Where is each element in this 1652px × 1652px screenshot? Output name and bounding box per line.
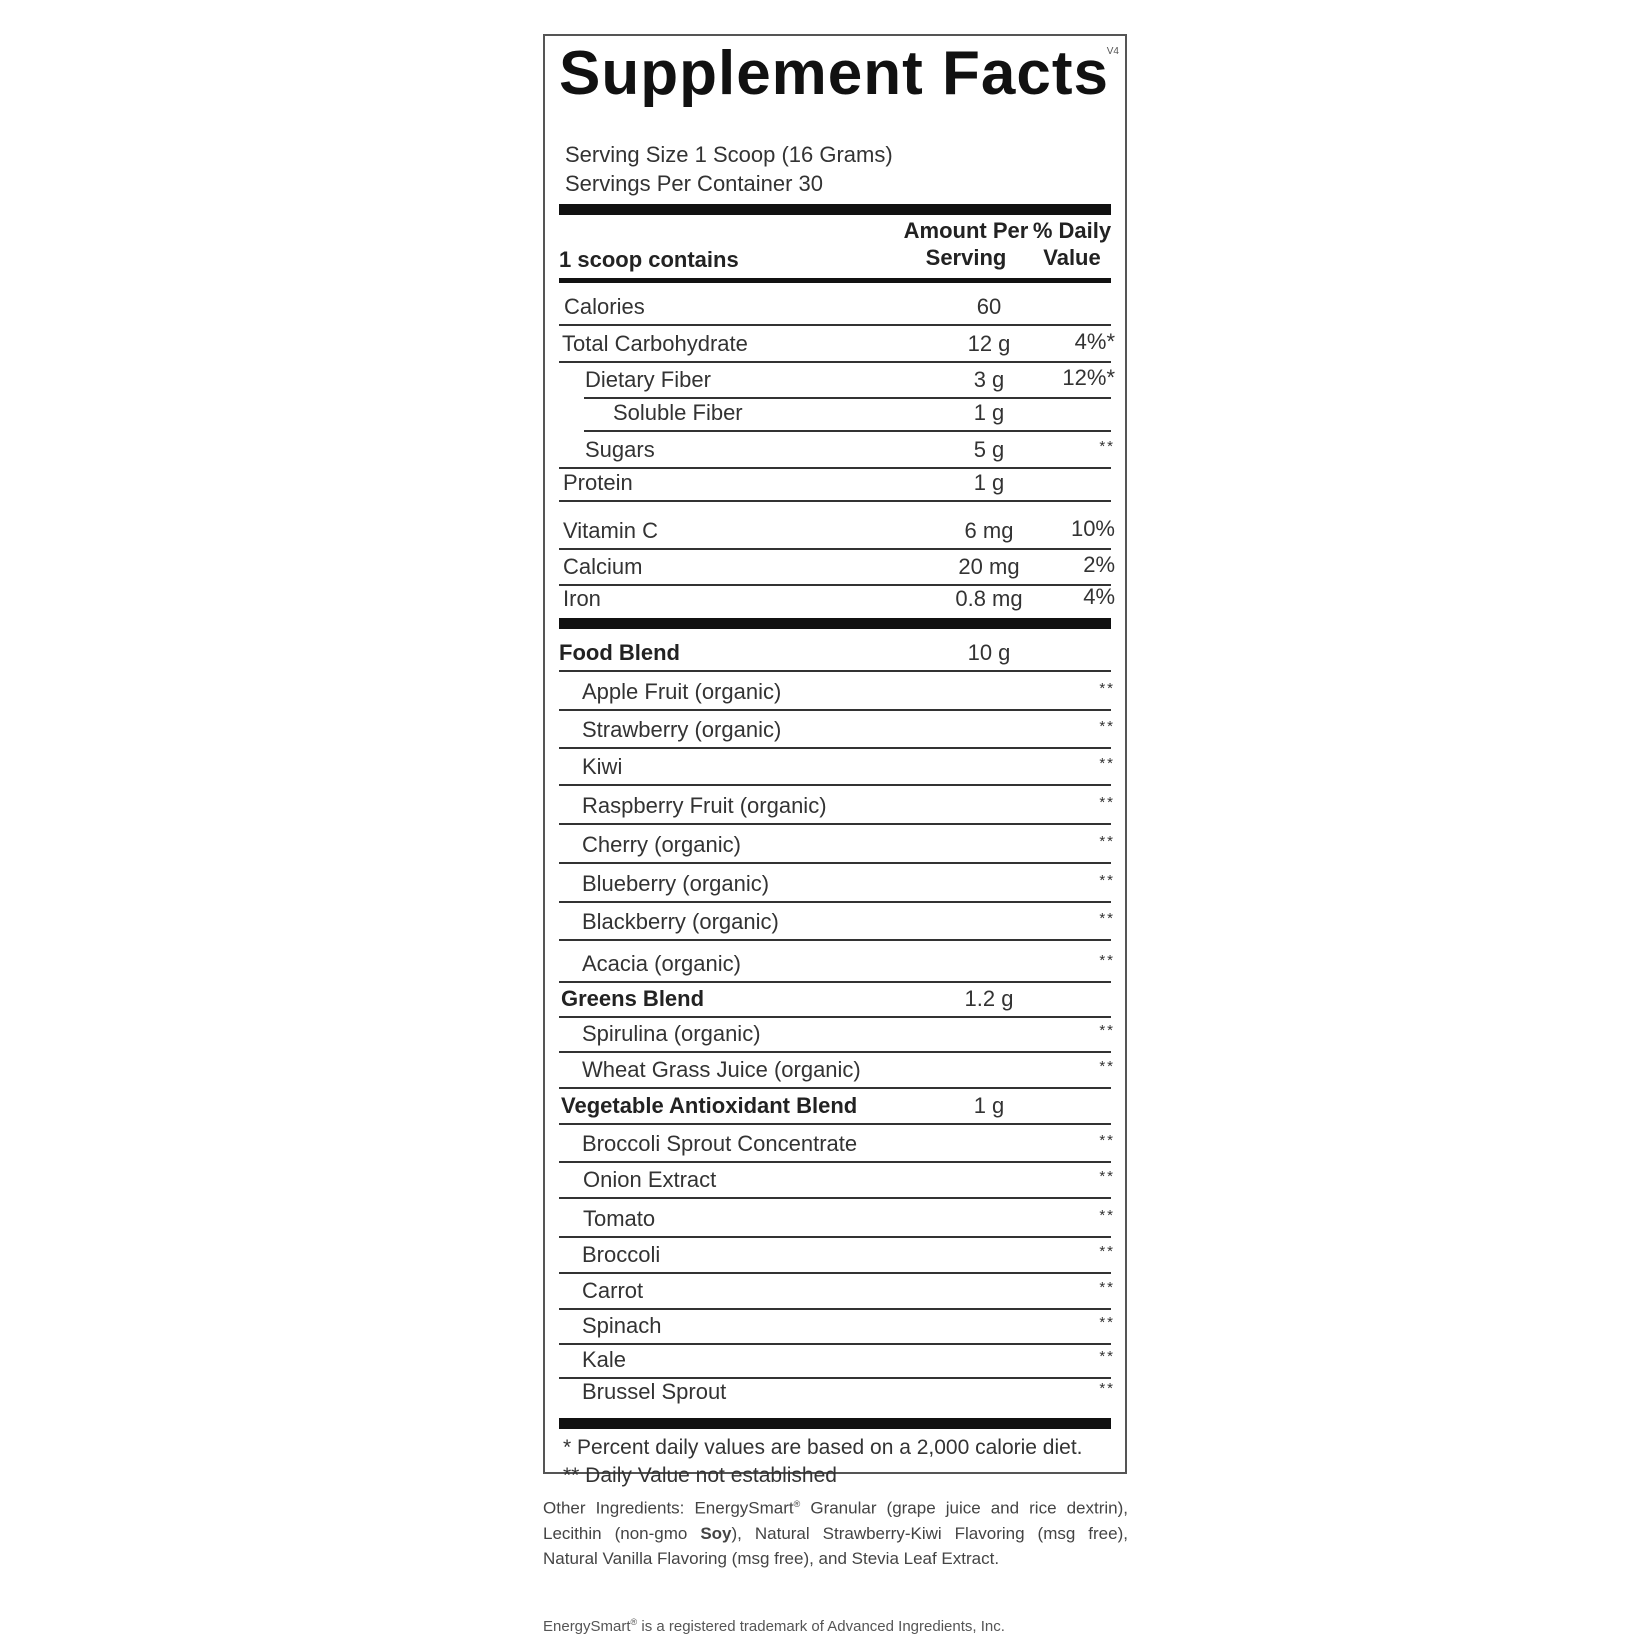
nutrient-name: Blackberry (organic) [582,909,779,934]
table-row-ingredient-27 [559,1310,1115,1345]
nutrient-name: Dietary Fiber [585,367,711,392]
nutrient-daily-value: ** [1099,1168,1115,1185]
nutrient-amount: 10 g [967,640,1011,665]
nutrient-amount: 1 g [973,400,1005,425]
nutrient-name: Kiwi [582,754,623,779]
trademark-notice: EnergySmart® is a registered trademark of Advanced Ingredients, Inc. [543,1617,1005,1635]
nutrient-name: Total Carbohydrate [562,331,748,356]
nutrient-name: Strawberry (organic) [582,717,782,742]
nutrient-name: Onion Extract [583,1167,717,1192]
table-row-ingredient-22 [559,1125,1115,1163]
table-row-dietary-fiber [559,363,1115,399]
table-row-ingredient-10 [559,672,1115,711]
nutrient-daily-value: 10% [1070,516,1115,541]
column-header-contains: 1 scoop contains [559,247,739,272]
table-row-ingredient-17 [559,941,1115,983]
nutrient-daily-value: ** [1099,755,1115,772]
registered-mark: ® [630,1617,638,1627]
column-header-daily-value: % Daily Value [1032,218,1112,270]
nutrient-name: Broccoli [582,1242,661,1267]
thick-divider [559,204,1111,215]
nutrient-daily-value: ** [1099,794,1115,811]
nutrient-daily-value: ** [1099,1132,1115,1149]
nutrient-amount: 20 mg [958,554,1020,579]
nutrient-daily-value: ** [1099,910,1115,927]
table-row-iron [559,584,1115,618]
nutrient-name: Food Blend [559,640,680,665]
table-row-ingredient-13 [559,786,1115,825]
table-row-ingredient-28 [559,1345,1115,1379]
column-header-amount: Amount Per Serving [903,218,1029,270]
nutrient-name: Apple Fruit (organic) [582,679,782,704]
nutrient-name: Blueberry (organic) [582,871,770,896]
table-row-soluble-fiber [559,399,1111,432]
table-row-ingredient-29 [559,1379,1115,1411]
footnote-daily-values: * Percent daily values are based on a 2,000 calorie diet. [563,1436,1083,1459]
nutrient-name: Calories [564,294,645,319]
allergen-soy: Soy [700,1523,732,1543]
serving-size: Serving Size 1 Scoop (16 Grams) [565,142,893,167]
nutrient-daily-value: ** [1099,438,1115,455]
nutrient-amount: 1.2 g [964,986,1014,1011]
nutrient-name: Protein [563,470,633,495]
table-row-calories [559,283,1111,326]
table-row-sugars [559,432,1115,469]
nutrient-daily-value: ** [1099,872,1115,889]
panel-title: Supplement Facts [559,39,1109,108]
table-row-ingredient-14 [559,825,1115,864]
nutrient-daily-value: ** [1099,1279,1115,1296]
table-row-ingredient-24 [559,1199,1115,1238]
table-row-ingredient-26 [559,1274,1115,1310]
nutrient-daily-value: ** [1099,952,1115,969]
nutrient-name: Vegetable Antioxidant Blend [561,1093,858,1118]
table-row-ingredient-25 [559,1238,1115,1274]
nutrient-name: Kale [582,1347,627,1372]
nutrient-name: Tomato [583,1206,656,1231]
nutrient-amount: 3 g [973,367,1005,392]
nutrient-daily-value: ** [1099,1058,1115,1075]
supplement-facts-panel [543,34,1127,1487]
registered-mark: ® [793,1499,801,1509]
nutrient-name: Acacia (organic) [582,951,741,976]
thick-divider [559,618,1111,629]
nutrient-daily-value: ** [1099,718,1115,735]
nutrient-daily-value: ** [1099,833,1115,850]
nutrient-amount: 60 [976,294,1002,319]
servings-per-container: Servings Per Container 30 [565,171,824,196]
table-row-ingredient-15 [559,864,1115,903]
nutrient-name: Greens Blend [561,986,705,1011]
nutrient-daily-value: ** [1099,1243,1115,1260]
nutrient-daily-value: ** [1099,1207,1115,1224]
table-row-ingredient-20 [559,1053,1115,1089]
nutrient-daily-value: 2% [1083,552,1115,577]
nutrient-name: Soluble Fiber [613,400,743,425]
table-row-total-carbohydrate [559,326,1115,363]
nutrient-daily-value: ** [1099,1348,1115,1365]
table-row-ingredient-23 [559,1163,1115,1199]
table-row-vitamin-c [559,502,1115,550]
nutrient-daily-value: ** [1099,1314,1115,1331]
nutrient-name: Brussel Sprout [582,1379,727,1404]
nutrient-amount: 6 mg [964,518,1014,543]
nutrient-daily-value: ** [1099,1022,1115,1039]
nutrient-amount: 5 g [973,437,1005,462]
nutrient-name: Sugars [585,437,655,462]
table-row-greens-blend [559,983,1111,1018]
nutrient-name: Broccoli Sprout Concentrate [582,1131,858,1156]
nutrient-daily-value: 4%* [1074,329,1115,354]
nutrient-name: Wheat Grass Juice (organic) [582,1057,861,1082]
table-row-protein [559,469,1111,502]
nutrient-name: Calcium [563,554,643,579]
table-row-ingredient-19 [559,1018,1115,1053]
nutrient-name: Vitamin C [563,518,658,543]
table-row-ingredient-11 [559,711,1115,749]
nutrient-name: Spirulina (organic) [582,1021,761,1046]
nutrient-name: Raspberry Fruit (organic) [582,793,827,818]
thick-divider [559,1418,1111,1429]
version-code: V4 [1106,46,1119,57]
other-ingredients: Other Ingredients: EnergySmart® Granular (grape juice and rice dextrin), Lecithin (non-gmo Soy), Natural Strawberry-Kiwi Flavoring (msg free), Natural Vanilla Flavoring (msg free), and Stevia Leaf Extract. [543,1498,1128,1568]
nutrient-amount: 1 g [973,1093,1005,1118]
nutrient-amount: 1 g [973,470,1005,495]
footnote-not-established: ** Daily Value not established [563,1464,837,1487]
nutrient-daily-value: 12%* [1062,365,1115,390]
nutrient-name: Cherry (organic) [582,832,741,857]
nutrient-daily-value: ** [1099,1380,1115,1397]
nutrient-daily-value: 4% [1083,584,1115,609]
table-row-calcium [559,550,1115,586]
nutrient-name: Iron [563,586,601,611]
nutrient-name: Carrot [582,1278,644,1303]
table-row-ingredient-12 [559,749,1115,786]
nutrient-daily-value: ** [1099,680,1115,697]
table-row-vegetable-antioxidant-blend [559,1089,1111,1125]
table-row-ingredient-16 [559,903,1115,941]
nutrient-name: Spinach [582,1313,662,1338]
nutrient-amount: 12 g [967,331,1011,356]
nutrient-amount: 0.8 mg [955,586,1023,611]
